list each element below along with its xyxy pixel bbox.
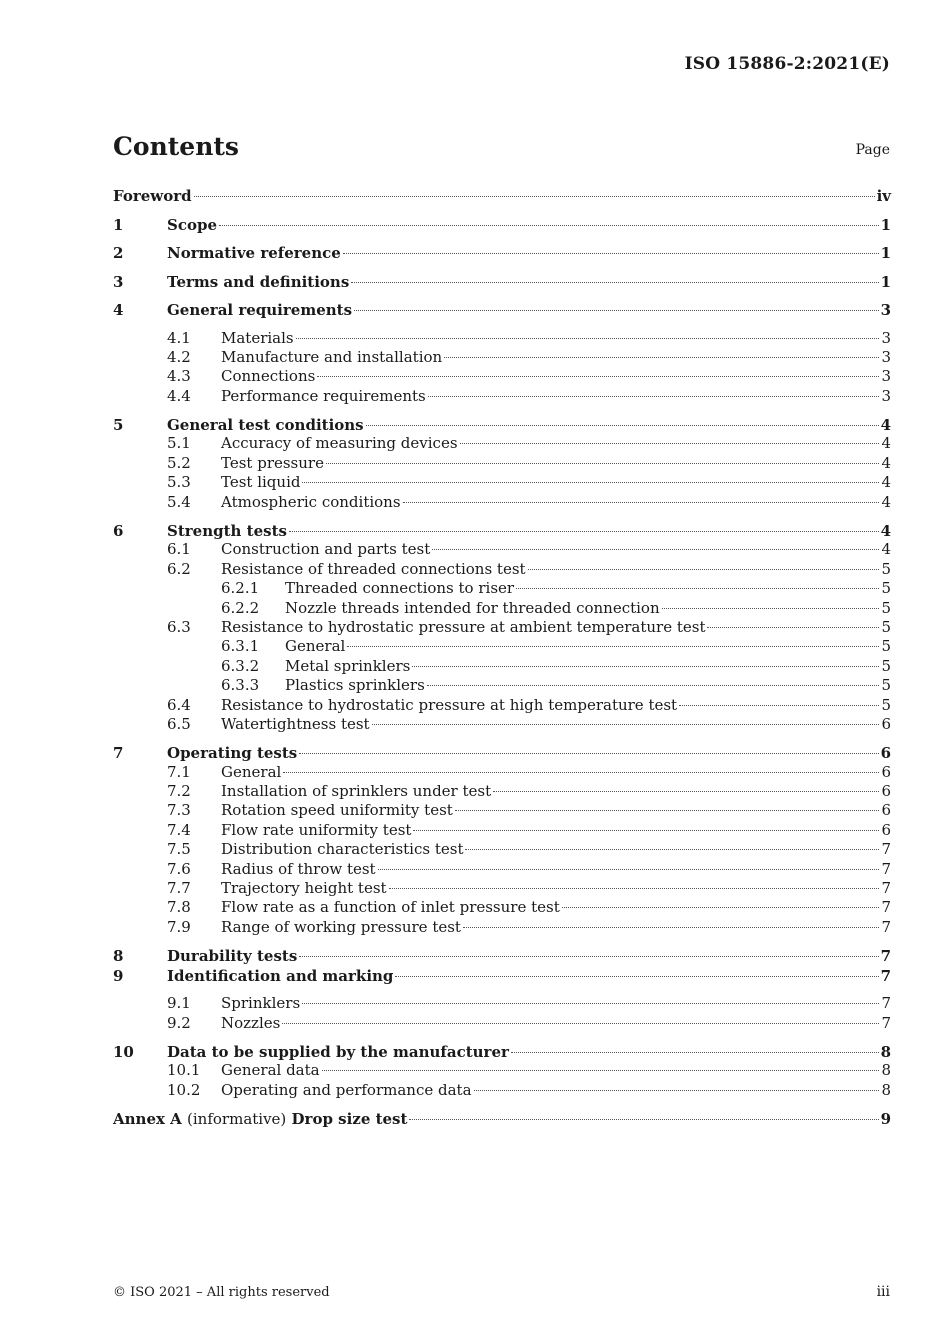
toc-entry[interactable] xyxy=(113,994,891,1013)
toc-entry-number: 8 xyxy=(113,947,124,966)
dot-leader xyxy=(662,608,880,609)
toc-entry[interactable] xyxy=(113,821,891,840)
toc-entry-title: General xyxy=(285,637,346,656)
toc-entry[interactable] xyxy=(113,415,891,434)
toc-entry-number: 6.3 xyxy=(167,617,191,636)
toc-entry-title: Rotation speed uniformity test xyxy=(221,801,453,820)
dot-leader xyxy=(378,869,880,870)
annex-label: Annex A xyxy=(113,1110,182,1129)
dot-leader xyxy=(493,791,879,792)
dot-leader xyxy=(322,1070,880,1071)
dot-leader xyxy=(707,627,879,628)
dot-leader xyxy=(409,1119,878,1120)
toc-entry-page: 4 xyxy=(880,416,891,435)
toc-entry-number: 2 xyxy=(113,244,124,262)
toc-entry-number: 3 xyxy=(113,272,124,291)
toc-entry-page: 4 xyxy=(881,473,891,492)
dot-leader xyxy=(354,310,879,311)
toc-entry-number: 10 xyxy=(113,1042,134,1061)
toc-entry-annex[interactable] xyxy=(113,1109,891,1128)
toc-entry-page: 7 xyxy=(881,859,891,878)
toc-entry-title: Nozzle threads intended for threaded connection xyxy=(285,598,660,617)
toc-entry-number: 9 xyxy=(113,966,124,985)
toc-entry[interactable] xyxy=(113,1042,891,1061)
toc-entry-title: Sprinklers xyxy=(221,994,301,1013)
toc-entry-page: 1 xyxy=(880,272,891,291)
toc-entry-number: 4 xyxy=(113,301,124,319)
dot-leader xyxy=(343,253,879,254)
toc-entry-number: 6.3.3 xyxy=(221,676,260,695)
toc-entry-title: Radius of throw test xyxy=(221,859,376,878)
dot-leader xyxy=(455,810,880,811)
toc-entry-title: Plastics sprinklers xyxy=(285,676,425,695)
toc-entry-number: 6.2.1 xyxy=(221,579,260,598)
toc-entry-title: Resistance of threaded connections test xyxy=(221,559,526,578)
dot-leader xyxy=(562,907,880,908)
toc-entry[interactable] xyxy=(113,186,891,215)
toc-entry-number: 10.1 xyxy=(167,1061,201,1080)
toc-entry[interactable] xyxy=(113,618,891,637)
toc-entry-page: 6 xyxy=(880,744,891,763)
dot-leader xyxy=(679,705,879,706)
dot-leader xyxy=(432,549,879,550)
toc-entry[interactable] xyxy=(113,272,891,301)
toc-entry[interactable] xyxy=(113,657,891,676)
toc-entry-page: 7 xyxy=(880,947,891,966)
dot-leader xyxy=(511,1052,879,1053)
toc-entry-title: Strength tests xyxy=(167,522,287,541)
toc-entry-title: Threaded connections to riser xyxy=(285,579,515,598)
dot-leader xyxy=(302,482,879,483)
dot-leader xyxy=(283,772,879,773)
table-of-contents xyxy=(113,186,891,1128)
dot-leader xyxy=(194,196,875,197)
toc-entry[interactable] xyxy=(113,1014,891,1033)
toc-entry-page: 6 xyxy=(881,782,891,801)
toc-entry-page: 5 xyxy=(881,695,891,714)
toc-entry[interactable] xyxy=(113,454,891,473)
dot-leader xyxy=(289,531,879,532)
toc-entry[interactable] xyxy=(113,579,891,598)
dot-leader xyxy=(516,588,879,589)
toc-entry-page: 5 xyxy=(881,617,891,636)
toc-entry-number: 6.3.2 xyxy=(221,656,260,675)
toc-entry-number: 7.1 xyxy=(167,762,191,781)
dot-leader xyxy=(460,443,880,444)
toc-entry-title: Resistance to hydrostatic pressure at ambient temperature test xyxy=(221,617,706,636)
toc-entry-number: 5.1 xyxy=(167,434,191,453)
toc-entry-page: 5 xyxy=(881,559,891,578)
toc-entry-number: 7.8 xyxy=(167,898,191,917)
toc-entry[interactable] xyxy=(113,918,891,937)
toc-entry[interactable] xyxy=(113,782,891,801)
dot-leader xyxy=(219,225,879,226)
dot-leader xyxy=(403,502,880,503)
toc-entry-page: 7 xyxy=(881,917,891,936)
dot-leader xyxy=(372,724,880,725)
toc-entry-title: Distribution characteristics test xyxy=(221,840,464,859)
toc-entry-title: Durability tests xyxy=(167,947,298,966)
toc-entry-title: General xyxy=(221,762,282,781)
toc-entry-title: Scope xyxy=(167,215,218,234)
toc-entry-number: 7.9 xyxy=(167,917,191,936)
toc-entry-page: 5 xyxy=(881,579,891,598)
toc-entry-page: 7 xyxy=(881,994,891,1013)
toc-entry-number: 7.2 xyxy=(167,782,191,801)
toc-entry-title: Test liquid xyxy=(221,473,301,492)
toc-entry-title: Identification and marking xyxy=(167,966,394,985)
dot-leader xyxy=(299,753,878,754)
dot-leader xyxy=(463,927,880,928)
toc-entry-page: 7 xyxy=(881,879,891,898)
dot-leader xyxy=(465,849,879,850)
toc-entry[interactable] xyxy=(113,763,891,782)
toc-entry-page: 3 xyxy=(881,328,891,347)
toc-entry-number: 6.4 xyxy=(167,695,191,714)
toc-entry-page: 6 xyxy=(881,762,891,781)
toc-entry-title: General data xyxy=(221,1061,320,1080)
toc-entry[interactable] xyxy=(113,243,891,272)
dot-leader xyxy=(444,357,879,358)
toc-entry-number: 10.2 xyxy=(167,1080,201,1099)
toc-entry-page: 3 xyxy=(881,347,891,366)
page-number: iii xyxy=(876,1284,890,1300)
toc-entry-title: Connections xyxy=(221,367,316,386)
page-column-label: Page xyxy=(855,142,890,158)
toc-entry[interactable] xyxy=(113,676,891,695)
toc-entry-page: 5 xyxy=(881,676,891,695)
dot-leader xyxy=(428,396,880,397)
toc-entry-page: 8 xyxy=(880,1042,891,1061)
toc-entry-page: 6 xyxy=(881,801,891,820)
toc-entry-title: Test pressure xyxy=(221,453,324,472)
dot-leader xyxy=(296,338,880,339)
toc-entry-number: 7.5 xyxy=(167,840,191,859)
toc-entry-title: Atmospheric conditions xyxy=(221,492,401,511)
toc-entry-number: 7 xyxy=(113,744,124,763)
dot-leader xyxy=(528,569,880,570)
toc-entry-number: 6.1 xyxy=(167,540,191,559)
toc-entry-number: 6.5 xyxy=(167,714,191,733)
toc-entry[interactable] xyxy=(113,637,891,656)
toc-entry-title: Resistance to hydrostatic pressure at high temperature test xyxy=(221,695,678,714)
toc-entry[interactable] xyxy=(113,860,891,879)
toc-entry-number: 4.3 xyxy=(167,367,191,386)
toc-entry-title: Foreword xyxy=(113,187,192,205)
toc-entry[interactable] xyxy=(113,215,891,244)
toc-entry-title: General test conditions xyxy=(167,416,364,435)
toc-entry-title: Terms and definitions xyxy=(167,272,350,291)
dot-leader xyxy=(474,1090,880,1091)
toc-entry[interactable] xyxy=(113,743,891,762)
toc-entry-page: 4 xyxy=(881,492,891,511)
toc-entry[interactable] xyxy=(113,473,891,492)
toc-entry-title: Manufacture and installation xyxy=(221,347,443,366)
toc-entry-page: 8 xyxy=(881,1061,891,1080)
toc-entry[interactable] xyxy=(113,434,891,453)
toc-entry-page: 5 xyxy=(881,598,891,617)
toc-entry-title: Data to be supplied by the manufacturer xyxy=(167,1042,509,1061)
toc-entry-title: Flow rate uniformity test xyxy=(221,820,412,839)
dot-leader xyxy=(282,1023,879,1024)
annex-title: Drop size test xyxy=(291,1110,408,1129)
toc-entry-page: 1 xyxy=(880,244,891,262)
dot-leader xyxy=(299,956,878,957)
dot-leader xyxy=(302,1003,879,1004)
annex-type: (informative) xyxy=(187,1110,287,1129)
dot-leader xyxy=(389,888,880,889)
toc-entry[interactable] xyxy=(113,898,891,917)
toc-entry-number: 6.2 xyxy=(167,559,191,578)
toc-entry-number: 6.2.2 xyxy=(221,598,260,617)
copyright-notice: © ISO 2021 – All rights reserved xyxy=(113,1285,330,1300)
dot-leader xyxy=(413,830,879,831)
toc-entry-number: 4.1 xyxy=(167,328,191,347)
toc-entry-title: Trajectory height test xyxy=(221,879,387,898)
toc-entry-number: 7.7 xyxy=(167,879,191,898)
toc-entry-title: Materials xyxy=(221,328,294,347)
toc-entry-number: 7.4 xyxy=(167,820,191,839)
toc-entry[interactable] xyxy=(113,840,891,859)
toc-entry-page: 7 xyxy=(881,840,891,859)
toc-entry-page: 4 xyxy=(881,540,891,559)
dot-leader xyxy=(395,976,878,977)
toc-entry-page: 4 xyxy=(880,522,891,541)
dot-leader xyxy=(427,685,880,686)
toc-entry[interactable] xyxy=(113,696,891,715)
toc-entry-title: Operating tests xyxy=(167,744,298,763)
toc-entry[interactable] xyxy=(113,300,891,329)
toc-entry-page: 9 xyxy=(880,1110,891,1129)
toc-entry[interactable] xyxy=(113,329,891,348)
toc-entry-title: Range of working pressure test xyxy=(221,917,461,936)
toc-entry[interactable] xyxy=(113,348,891,367)
annex-title-group xyxy=(113,1109,407,1129)
document-id: ISO 15886-2:2021(E) xyxy=(684,54,890,74)
toc-entry-number: 5.4 xyxy=(167,492,191,511)
toc-entry-page: 3 xyxy=(881,386,891,405)
toc-entry-title: Watertightness test xyxy=(221,714,370,733)
page-title: Contents xyxy=(113,132,240,161)
toc-entry-title: Construction and parts test xyxy=(221,540,431,559)
toc-entry[interactable] xyxy=(113,966,891,995)
toc-entry-page: 6 xyxy=(881,714,891,733)
toc-entry-page: 7 xyxy=(881,898,891,917)
toc-entry[interactable] xyxy=(113,801,891,820)
toc-entry-number: 4.2 xyxy=(167,347,191,366)
toc-entry-number: 9.2 xyxy=(167,1013,191,1032)
toc-entry-page: 4 xyxy=(881,434,891,453)
toc-entry-title: Operating and performance data xyxy=(221,1080,472,1099)
toc-entry-number: 6.3.1 xyxy=(221,637,260,656)
toc-entry-number: 9.1 xyxy=(167,994,191,1013)
toc-entry-page: 5 xyxy=(881,656,891,675)
toc-entry[interactable] xyxy=(113,521,891,540)
toc-entry-number: 7.3 xyxy=(167,801,191,820)
toc-entry-title: Flow rate as a function of inlet pressure test xyxy=(221,898,560,917)
dot-leader xyxy=(347,646,879,647)
toc-entry-number: 5.3 xyxy=(167,473,191,492)
toc-entry[interactable] xyxy=(113,560,891,579)
toc-entry-number: 5 xyxy=(113,416,124,435)
toc-entry-page: 7 xyxy=(881,1013,891,1032)
toc-entry[interactable] xyxy=(113,367,891,386)
toc-entry-page: iv xyxy=(876,187,891,205)
dot-leader xyxy=(326,463,879,464)
toc-entry-title: Performance requirements xyxy=(221,386,426,405)
toc-entry-title: General requirements xyxy=(167,301,353,319)
toc-entry-number: 6 xyxy=(113,522,124,541)
toc-entry-title: Accuracy of measuring devices xyxy=(221,434,458,453)
toc-entry[interactable] xyxy=(113,599,891,618)
toc-entry-title: Metal sprinklers xyxy=(285,656,411,675)
dot-leader xyxy=(366,425,879,426)
toc-entry-page: 1 xyxy=(880,215,891,234)
toc-entry-page: 3 xyxy=(880,301,891,319)
toc-entry-title: Normative reference xyxy=(167,244,341,262)
toc-entry-page: 6 xyxy=(881,820,891,839)
toc-entry-page: 8 xyxy=(881,1080,891,1099)
toc-entry-number: 5.2 xyxy=(167,453,191,472)
dot-leader xyxy=(412,666,879,667)
toc-entry-page: 7 xyxy=(880,966,891,985)
toc-entry[interactable] xyxy=(113,1061,891,1080)
toc-entry[interactable] xyxy=(113,946,891,965)
toc-entry-page: 4 xyxy=(881,453,891,472)
dot-leader xyxy=(351,282,878,283)
dot-leader xyxy=(317,376,879,377)
toc-entry[interactable] xyxy=(113,540,891,559)
toc-entry-page: 3 xyxy=(881,367,891,386)
toc-entry-title: Installation of sprinklers under test xyxy=(221,782,492,801)
toc-entry-page: 5 xyxy=(881,637,891,656)
toc-entry[interactable] xyxy=(113,879,891,898)
toc-entry[interactable] xyxy=(113,1081,891,1100)
toc-entry-number: 7.6 xyxy=(167,859,191,878)
toc-entry[interactable] xyxy=(113,387,891,406)
toc-entry-title: Nozzles xyxy=(221,1013,281,1032)
toc-entry[interactable] xyxy=(113,715,891,734)
toc-entry-number: 1 xyxy=(113,215,124,234)
toc-entry[interactable] xyxy=(113,493,891,512)
toc-entry-number: 4.4 xyxy=(167,386,191,405)
